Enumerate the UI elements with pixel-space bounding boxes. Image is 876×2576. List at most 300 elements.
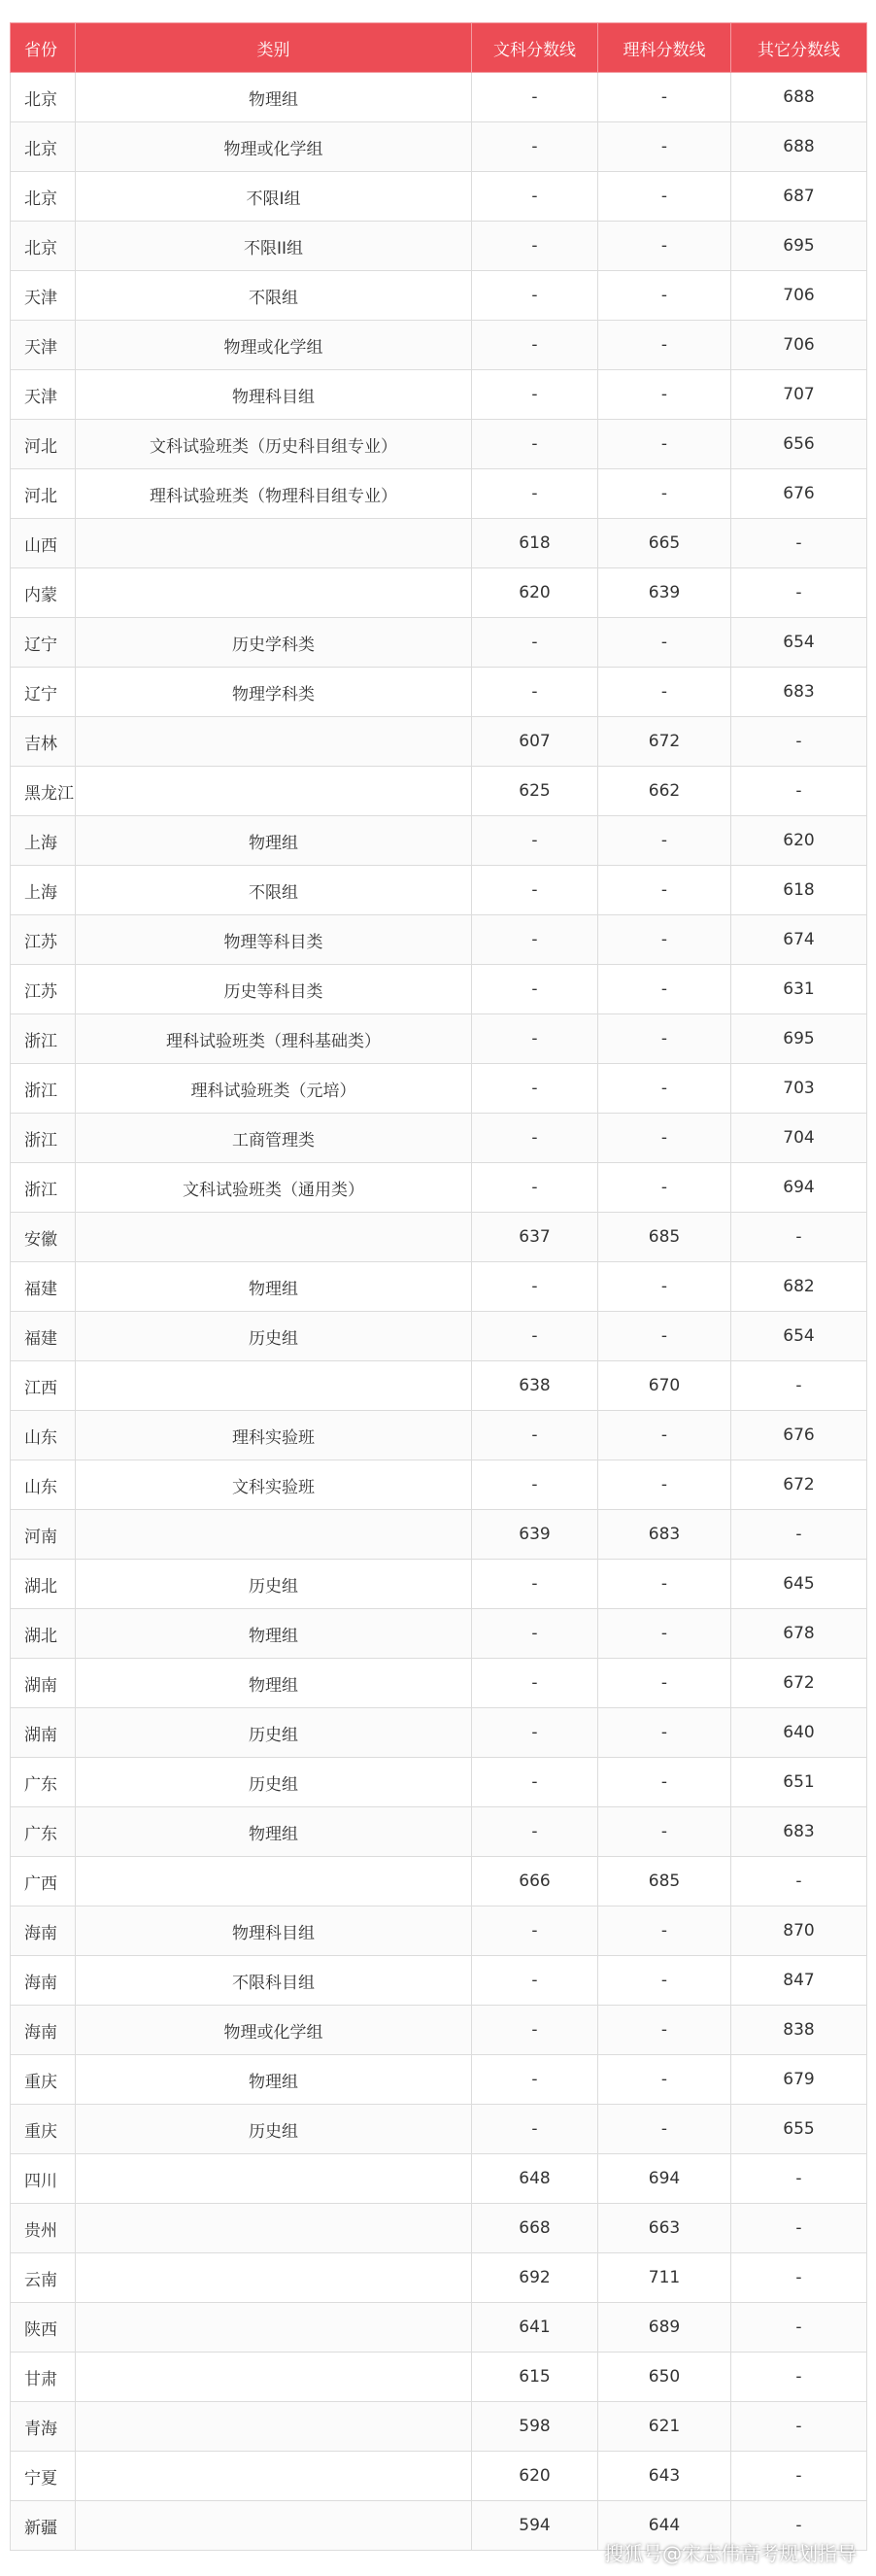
cell-category: 物理组 [76,1609,472,1659]
cell-province: 湖南 [11,1708,76,1758]
table-row [11,1758,867,1807]
cell-science-score: - [598,172,731,222]
cell-liberal-arts-score: - [472,965,598,1014]
table-row [11,1708,867,1758]
cell-category: 历史组 [76,1312,472,1361]
cell-category: 物理组 [76,1807,472,1857]
cell-liberal-arts-score: 615 [472,2353,598,2402]
cell-category: 历史组 [76,1758,472,1807]
cell-other-score: - [731,2353,867,2402]
cell-category: 物理科目组 [76,1906,472,1956]
cell-other-score: - [731,1213,867,1262]
cell-category: 物理科目组 [76,370,472,420]
cell-science-score: - [598,1312,731,1361]
cell-other-score: - [731,2452,867,2501]
cell-other-score: 679 [731,2055,867,2105]
cell-liberal-arts-score: 620 [472,568,598,618]
cell-liberal-arts-score: - [472,1460,598,1510]
table-row [11,965,867,1014]
cell-province: 天津 [11,271,76,321]
cell-province: 上海 [11,816,76,866]
cell-province: 辽宁 [11,618,76,668]
cell-province: 天津 [11,321,76,370]
header-liberal-arts-score: 文科分数线 [472,23,598,73]
table-row [11,1510,867,1560]
cell-category: 文科试验班类（历史科目组专业） [76,420,472,469]
cell-province: 福建 [11,1312,76,1361]
cell-category: 历史学科类 [76,618,472,668]
cell-province: 贵州 [11,2204,76,2253]
header-province: 省份 [11,23,76,73]
cell-science-score: - [598,1064,731,1114]
cell-other-score: 683 [731,1807,867,1857]
cell-province: 辽宁 [11,668,76,717]
cell-province: 湖北 [11,1609,76,1659]
cell-category: 历史组 [76,2105,472,2154]
cell-province: 山东 [11,1460,76,1510]
cell-science-score: 672 [598,717,731,767]
cell-other-score: 656 [731,420,867,469]
table-row [11,1411,867,1460]
cell-liberal-arts-score: - [472,1906,598,1956]
cell-other-score: - [731,2253,867,2303]
cell-other-score: - [731,2303,867,2353]
cell-province: 江苏 [11,915,76,965]
cell-other-score: 838 [731,2006,867,2055]
cell-province: 河南 [11,1510,76,1560]
cell-science-score: 663 [598,2204,731,2253]
cell-other-score: - [731,568,867,618]
cell-liberal-arts-score: - [472,1956,598,2006]
cell-category [76,1857,472,1906]
cell-category: 不限科目组 [76,1956,472,2006]
table-row [11,1460,867,1510]
score-table-container [10,22,866,2551]
table-row [11,469,867,519]
cell-other-score: 676 [731,1411,867,1460]
cell-province: 山西 [11,519,76,568]
cell-province: 浙江 [11,1014,76,1064]
cell-province: 上海 [11,866,76,915]
cell-science-score: - [598,2105,731,2154]
cell-liberal-arts-score: 641 [472,2303,598,2353]
cell-category: 历史等科目类 [76,965,472,1014]
cell-liberal-arts-score: - [472,1411,598,1460]
cell-other-score: - [731,2154,867,2204]
cell-other-score: 694 [731,1163,867,1213]
cell-other-score: 687 [731,172,867,222]
cell-other-score: 847 [731,1956,867,2006]
cell-province: 黑龙江 [11,767,76,816]
cell-science-score: - [598,1758,731,1807]
table-row [11,321,867,370]
cell-other-score: 672 [731,1460,867,1510]
cell-liberal-arts-score: - [472,1163,598,1213]
cell-province: 浙江 [11,1064,76,1114]
cell-science-score: 694 [598,2154,731,2204]
cell-science-score: - [598,866,731,915]
cell-science-score: 650 [598,2353,731,2402]
cell-category [76,717,472,767]
cell-liberal-arts-score: - [472,1659,598,1708]
cell-science-score: - [598,1560,731,1609]
cell-science-score: 685 [598,1213,731,1262]
cell-liberal-arts-score: - [472,618,598,668]
table-row [11,2402,867,2452]
cell-province: 内蒙 [11,568,76,618]
table-row [11,2204,867,2253]
cell-province: 福建 [11,1262,76,1312]
cell-science-score: 670 [598,1361,731,1411]
table-row [11,2055,867,2105]
header-science-score: 理科分数线 [598,23,731,73]
table-row [11,2154,867,2204]
cell-category [76,767,472,816]
cell-liberal-arts-score: - [472,2006,598,2055]
cell-liberal-arts-score: 594 [472,2501,598,2551]
table-row [11,1262,867,1312]
cell-category [76,2154,472,2204]
cell-science-score: 644 [598,2501,731,2551]
table-row [11,717,867,767]
table-row [11,1560,867,1609]
cell-other-score: 695 [731,1014,867,1064]
header-category: 类别 [76,23,472,73]
cell-science-score: - [598,1956,731,2006]
cell-liberal-arts-score: - [472,420,598,469]
cell-science-score: - [598,668,731,717]
cell-category: 文科试验班类（通用类） [76,1163,472,1213]
cell-province: 山东 [11,1411,76,1460]
cell-liberal-arts-score: - [472,1758,598,1807]
cell-category: 不限II组 [76,222,472,271]
cell-other-score: 704 [731,1114,867,1163]
cell-science-score: - [598,1163,731,1213]
table-row [11,618,867,668]
cell-category: 不限组 [76,866,472,915]
cell-science-score: - [598,222,731,271]
table-row [11,172,867,222]
cell-other-score: - [731,2402,867,2452]
cell-category: 历史组 [76,1560,472,1609]
cell-liberal-arts-score: 637 [472,1213,598,1262]
cell-science-score: - [598,1708,731,1758]
cell-liberal-arts-score: 666 [472,1857,598,1906]
cell-other-score: 682 [731,1262,867,1312]
cell-province: 北京 [11,172,76,222]
cell-other-score: - [731,1510,867,1560]
cell-liberal-arts-score: - [472,816,598,866]
cell-category [76,2253,472,2303]
cell-science-score: - [598,1460,731,1510]
cell-liberal-arts-score: 620 [472,2452,598,2501]
cell-province: 广西 [11,1857,76,1906]
cell-liberal-arts-score: - [472,2105,598,2154]
table-row [11,2105,867,2154]
cell-science-score: - [598,1411,731,1460]
cell-category [76,2303,472,2353]
cell-province: 北京 [11,222,76,271]
cell-science-score: 665 [598,519,731,568]
cell-science-score: 685 [598,1857,731,1906]
cell-liberal-arts-score: - [472,1560,598,1609]
table-row [11,2253,867,2303]
table-row [11,1956,867,2006]
cell-other-score: 651 [731,1758,867,1807]
cell-science-score: - [598,965,731,1014]
cell-science-score: - [598,1659,731,1708]
cell-province: 安徽 [11,1213,76,1262]
cell-science-score: - [598,915,731,965]
cell-other-score: 618 [731,866,867,915]
cell-category: 理科实验班 [76,1411,472,1460]
table-row [11,73,867,122]
cell-other-score: - [731,519,867,568]
cell-category: 不限组 [76,271,472,321]
cell-liberal-arts-score: 618 [472,519,598,568]
table-row [11,1213,867,1262]
cell-science-score: - [598,271,731,321]
table-row [11,122,867,172]
cell-other-score: 672 [731,1659,867,1708]
cell-province: 吉林 [11,717,76,767]
cell-other-score: - [731,767,867,816]
table-row [11,519,867,568]
cell-province: 浙江 [11,1163,76,1213]
cell-liberal-arts-score: - [472,1114,598,1163]
table-row [11,668,867,717]
table-row [11,2452,867,2501]
table-header-row [11,23,867,73]
cell-science-score: - [598,1609,731,1659]
cell-category: 物理组 [76,2055,472,2105]
cell-category [76,2402,472,2452]
table-row [11,2353,867,2402]
cell-province: 云南 [11,2253,76,2303]
cell-other-score: - [731,2501,867,2551]
cell-category: 物理学科类 [76,668,472,717]
header-other-score: 其它分数线 [731,23,867,73]
cell-other-score: 620 [731,816,867,866]
cell-liberal-arts-score: - [472,1609,598,1659]
table-row [11,866,867,915]
cell-science-score: - [598,321,731,370]
table-row [11,1609,867,1659]
cell-science-score: 683 [598,1510,731,1560]
cell-other-score: 706 [731,321,867,370]
cell-liberal-arts-score: 692 [472,2253,598,2303]
cell-other-score: - [731,717,867,767]
cell-liberal-arts-score: - [472,172,598,222]
cell-science-score: 711 [598,2253,731,2303]
cell-science-score: - [598,1114,731,1163]
cell-category [76,519,472,568]
cell-other-score: 703 [731,1064,867,1114]
cell-province: 湖南 [11,1659,76,1708]
cell-province: 北京 [11,122,76,172]
cell-liberal-arts-score: 648 [472,2154,598,2204]
cell-province: 青海 [11,2402,76,2452]
cell-category: 工商管理类 [76,1114,472,1163]
cell-other-score: 674 [731,915,867,965]
cell-science-score: - [598,122,731,172]
cell-province: 甘肃 [11,2353,76,2402]
table-row [11,1312,867,1361]
table-row [11,1807,867,1857]
table-row [11,1659,867,1708]
cell-province: 陕西 [11,2303,76,2353]
cell-category: 历史组 [76,1708,472,1758]
watermark: 搜狐号@宋志伟高考规划指导 [604,2542,857,2565]
cell-other-score: - [731,1857,867,1906]
cell-other-score: 655 [731,2105,867,2154]
cell-science-score: - [598,469,731,519]
cell-category: 文科实验班 [76,1460,472,1510]
cell-province: 海南 [11,1956,76,2006]
cell-province: 河北 [11,420,76,469]
cell-liberal-arts-score: - [472,866,598,915]
cell-science-score: - [598,2006,731,2055]
cell-province: 江苏 [11,965,76,1014]
cell-category: 不限I组 [76,172,472,222]
cell-category [76,2452,472,2501]
cell-category: 物理组 [76,1659,472,1708]
table-row [11,2303,867,2353]
cell-liberal-arts-score: - [472,271,598,321]
cell-liberal-arts-score: - [472,122,598,172]
cell-other-score: 645 [731,1560,867,1609]
cell-liberal-arts-score: 638 [472,1361,598,1411]
table-row [11,568,867,618]
cell-science-score: 689 [598,2303,731,2353]
cell-liberal-arts-score: - [472,1312,598,1361]
cell-liberal-arts-score: 668 [472,2204,598,2253]
cell-province: 重庆 [11,2105,76,2154]
cell-liberal-arts-score: - [472,2055,598,2105]
cell-province: 天津 [11,370,76,420]
cell-other-score: 654 [731,618,867,668]
cell-liberal-arts-score: 598 [472,2402,598,2452]
cell-province: 宁夏 [11,2452,76,2501]
cell-science-score: 643 [598,2452,731,2501]
cell-liberal-arts-score: - [472,1014,598,1064]
cell-category [76,2501,472,2551]
cell-liberal-arts-score: - [472,1064,598,1114]
cell-science-score: - [598,370,731,420]
cell-other-score: 683 [731,668,867,717]
cell-category [76,1213,472,1262]
table-row [11,271,867,321]
cell-liberal-arts-score: - [472,1262,598,1312]
cell-category: 理科试验班类（元培） [76,1064,472,1114]
cell-science-score: - [598,816,731,866]
cell-science-score: - [598,2055,731,2105]
cell-category: 物理组 [76,1262,472,1312]
cell-other-score: 640 [731,1708,867,1758]
cell-liberal-arts-score: - [472,1807,598,1857]
cell-other-score: 678 [731,1609,867,1659]
cell-science-score: - [598,1262,731,1312]
cell-science-score: - [598,420,731,469]
cell-category [76,2353,472,2402]
cell-province: 北京 [11,73,76,122]
cell-other-score: 676 [731,469,867,519]
table-row [11,1114,867,1163]
cell-other-score: 688 [731,73,867,122]
cell-other-score: 870 [731,1906,867,1956]
cell-other-score: 688 [731,122,867,172]
cell-other-score: 654 [731,1312,867,1361]
cell-category: 物理或化学组 [76,321,472,370]
table-row [11,222,867,271]
cell-other-score: - [731,2204,867,2253]
cell-liberal-arts-score: - [472,321,598,370]
cell-province: 河北 [11,469,76,519]
cell-science-score: - [598,1906,731,1956]
table-row [11,1064,867,1114]
cell-province: 四川 [11,2154,76,2204]
cell-liberal-arts-score: - [472,370,598,420]
cell-science-score: 639 [598,568,731,618]
cell-category [76,1510,472,1560]
cell-province: 江西 [11,1361,76,1411]
table-row [11,816,867,866]
cell-other-score: 707 [731,370,867,420]
cell-province: 广东 [11,1807,76,1857]
cell-category: 理科试验班类（物理科目组专业） [76,469,472,519]
cell-category: 物理等科目类 [76,915,472,965]
cell-other-score: 695 [731,222,867,271]
cell-other-score: 706 [731,271,867,321]
cell-liberal-arts-score: 625 [472,767,598,816]
cell-category: 物理或化学组 [76,2006,472,2055]
cell-liberal-arts-score: - [472,668,598,717]
table-row [11,1163,867,1213]
cell-science-score: 621 [598,2402,731,2452]
cell-category: 物理或化学组 [76,122,472,172]
cell-liberal-arts-score: - [472,73,598,122]
table-row [11,1361,867,1411]
table-row [11,767,867,816]
cell-science-score: - [598,1807,731,1857]
cell-other-score: - [731,1361,867,1411]
score-table [10,22,867,2551]
table-body [11,73,867,2551]
cell-category [76,1361,472,1411]
cell-category: 物理组 [76,73,472,122]
cell-liberal-arts-score: 639 [472,1510,598,1560]
cell-other-score: 631 [731,965,867,1014]
cell-province: 海南 [11,2006,76,2055]
cell-category [76,2204,472,2253]
cell-province: 新疆 [11,2501,76,2551]
cell-liberal-arts-score: - [472,1708,598,1758]
cell-liberal-arts-score: - [472,222,598,271]
cell-liberal-arts-score: 607 [472,717,598,767]
cell-category [76,568,472,618]
cell-province: 广东 [11,1758,76,1807]
cell-science-score: - [598,73,731,122]
table-row [11,915,867,965]
cell-science-score: - [598,618,731,668]
cell-science-score: - [598,1014,731,1064]
cell-science-score: 662 [598,767,731,816]
table-row [11,1014,867,1064]
table-row [11,420,867,469]
table-row [11,370,867,420]
table-row [11,2006,867,2055]
cell-liberal-arts-score: - [472,469,598,519]
